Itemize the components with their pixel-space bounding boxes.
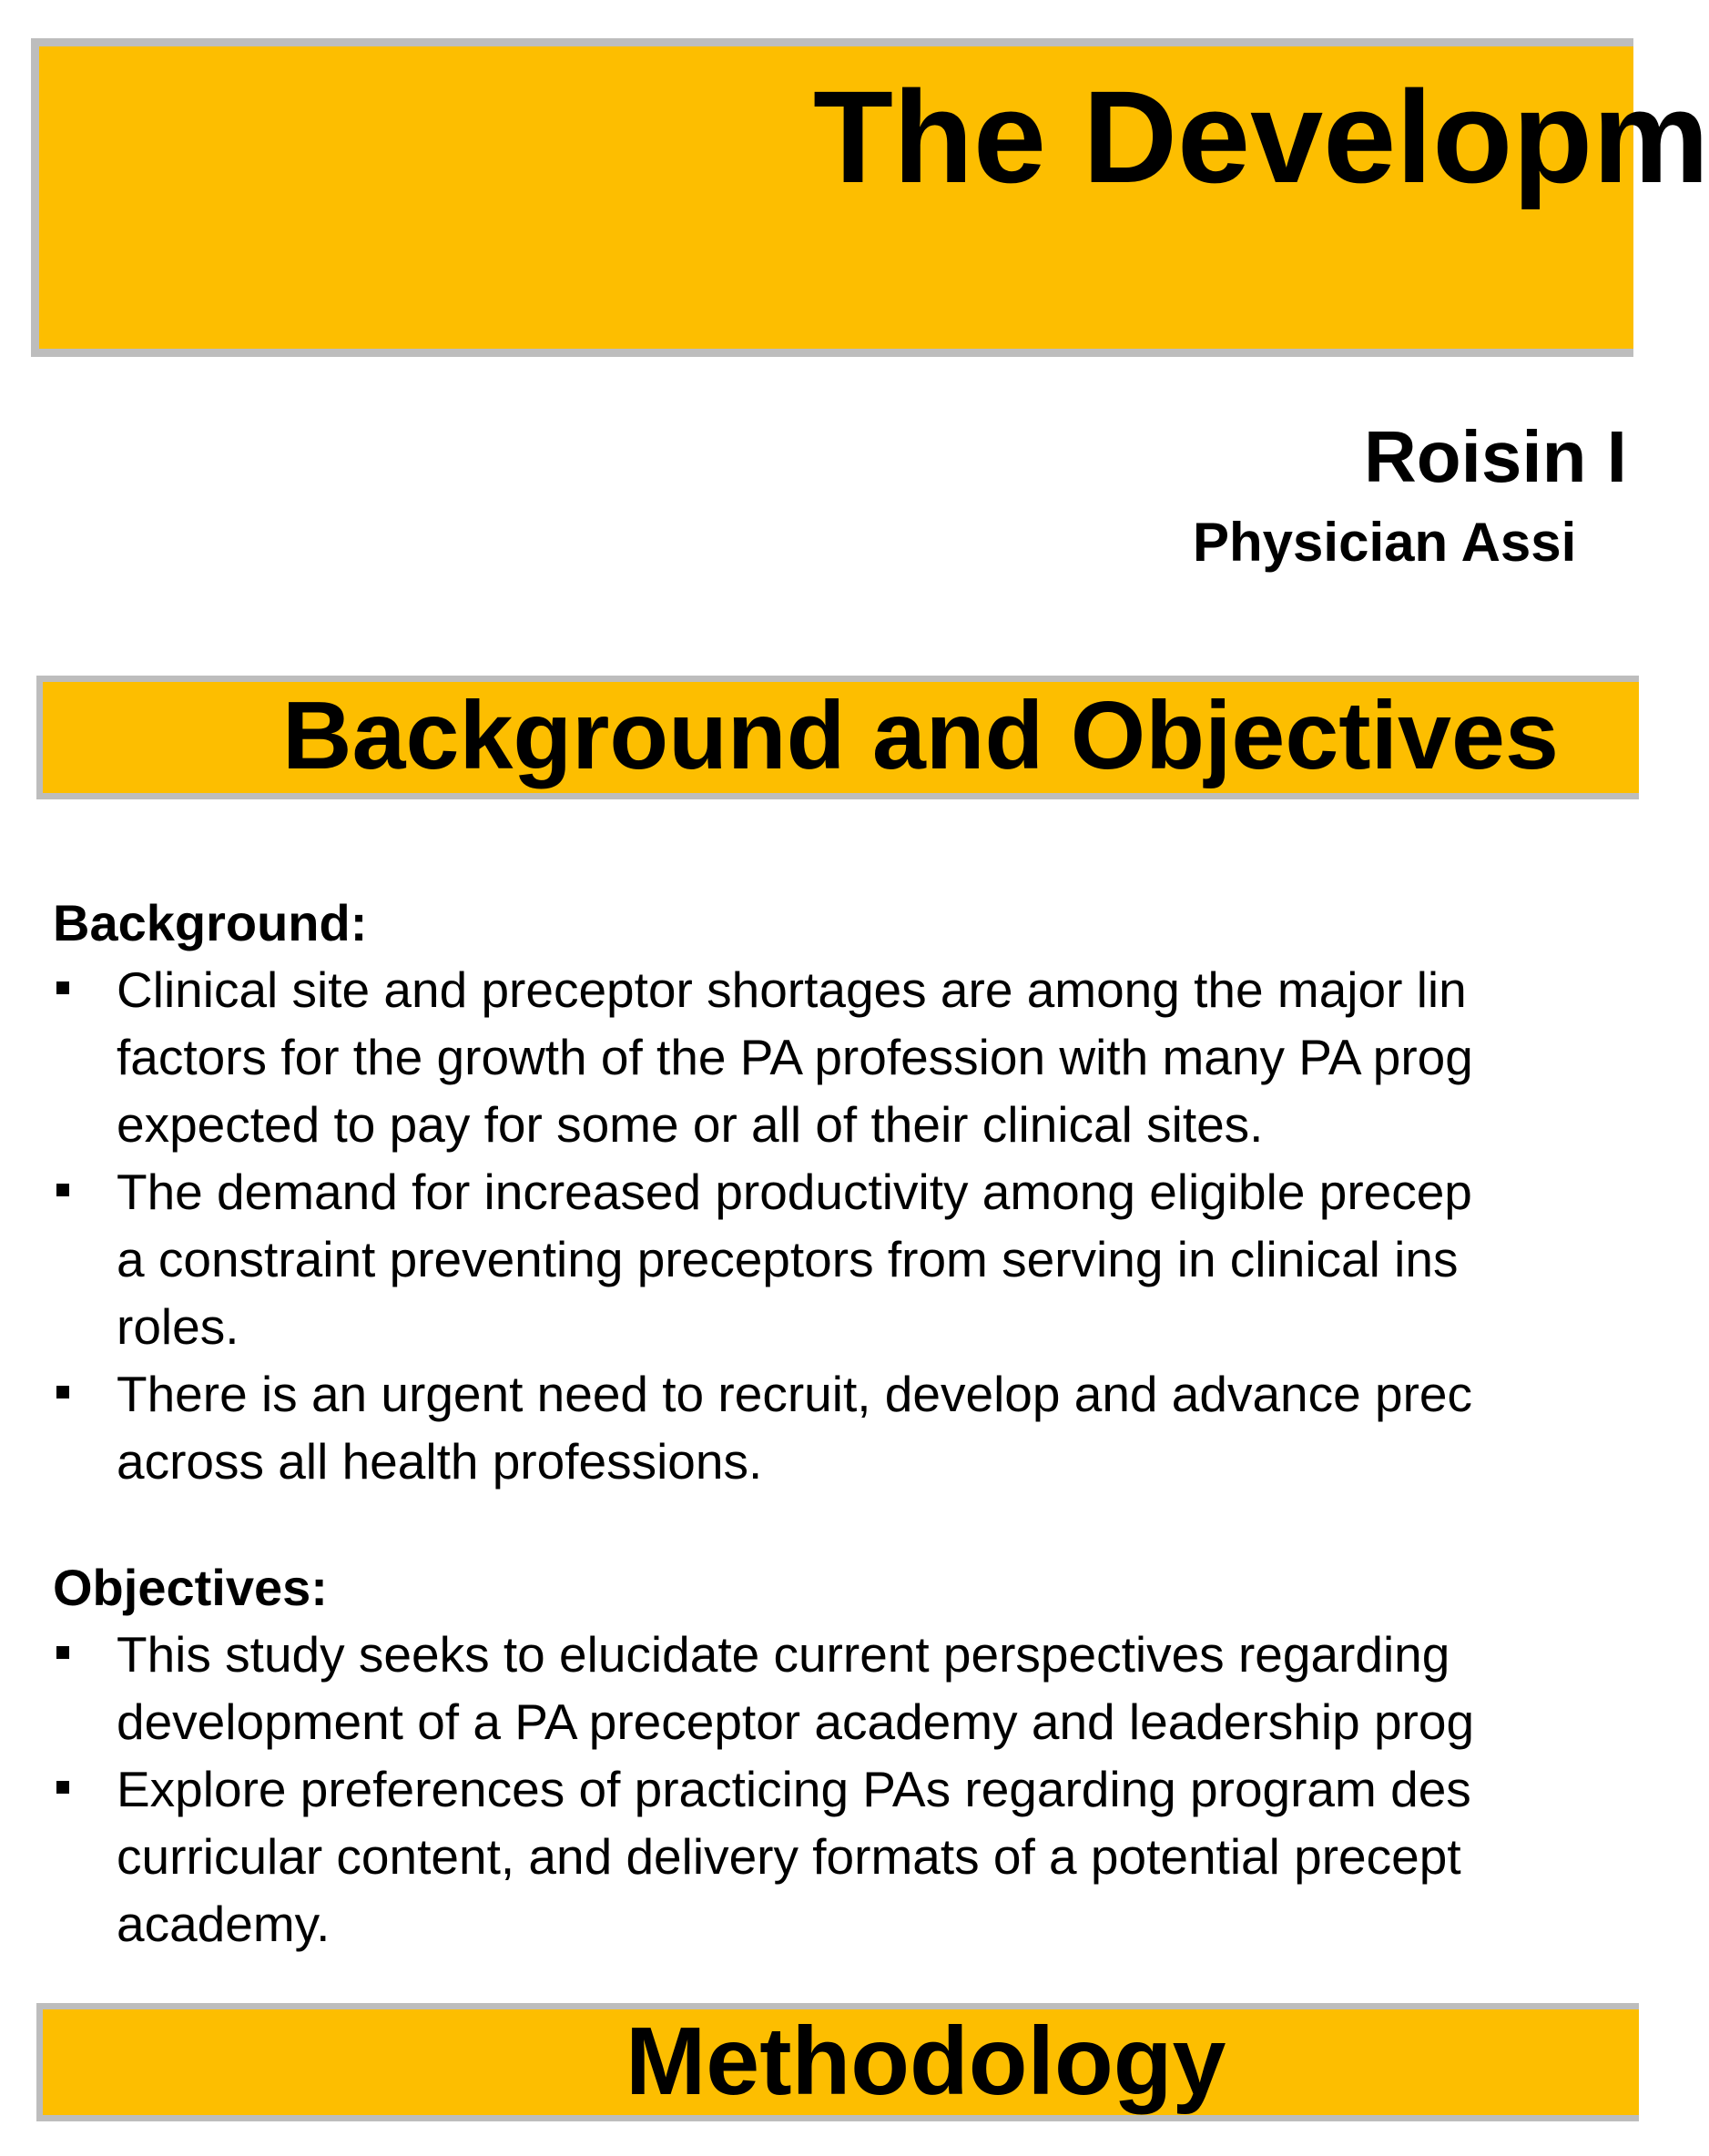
objectives-bullet-list [53,1621,1617,1958]
bullet-square-icon [56,1184,69,1196]
bullet-square-icon [56,1386,69,1398]
bullet-line: development of a PA preceptor academy and leadership prog [117,1693,1475,1750]
objectives-label: Objectives: [53,1559,328,1616]
title-banner [31,38,1709,357]
bullet-line: The demand for increased productivity among eligible precep [117,1164,1472,1220]
background-objectives-heading: Background and Objectives [282,682,1559,789]
bullet-line: curricular content, and delivery formats of a potential precept [117,1828,1461,1885]
bullet-item [53,1755,1617,1958]
bullet-item [53,1158,1617,1360]
bullet-square-icon [56,1646,69,1659]
author-name: Roisin I [1364,416,1627,497]
bullet-line: This study seeks to elucidate current perspectives regarding [117,1626,1450,1683]
bullet-square-icon [56,981,69,994]
background-bullet-list [53,956,1617,1495]
bullet-line: Explore preferences of practicing PAs regarding program des [117,1761,1471,1817]
bullet-line: a constraint preventing preceptors from serving in clinical ins [117,1231,1459,1287]
bullet-line: There is an urgent need to recruit, develop and advance prec [117,1366,1473,1422]
bullet-item [53,956,1617,1158]
background-objectives-content [53,890,1617,1958]
bullet-line: Clinical site and preceptor shortages are among the major lin [117,961,1467,1018]
bullet-line: across all health professions. [117,1433,763,1490]
methodology-heading: Methodology [626,2008,1226,2115]
poster-title: The Developm [813,64,1709,210]
background-objectives-header [36,676,1639,799]
methodology-header [36,2003,1639,2121]
background-label: Background: [53,894,368,951]
bullet-square-icon [56,1781,69,1794]
bullet-line: expected to pay for some or all of their clinical sites. [117,1096,1264,1153]
author-affiliation: Physician Assi [1193,512,1577,573]
bullet-item [53,1360,1617,1495]
bullet-line: factors for the growth of the PA profession with many PA prog [117,1029,1473,1085]
bullet-item [53,1621,1617,1755]
bullet-line: academy. [117,1896,331,1952]
bullet-line: roles. [117,1298,239,1355]
